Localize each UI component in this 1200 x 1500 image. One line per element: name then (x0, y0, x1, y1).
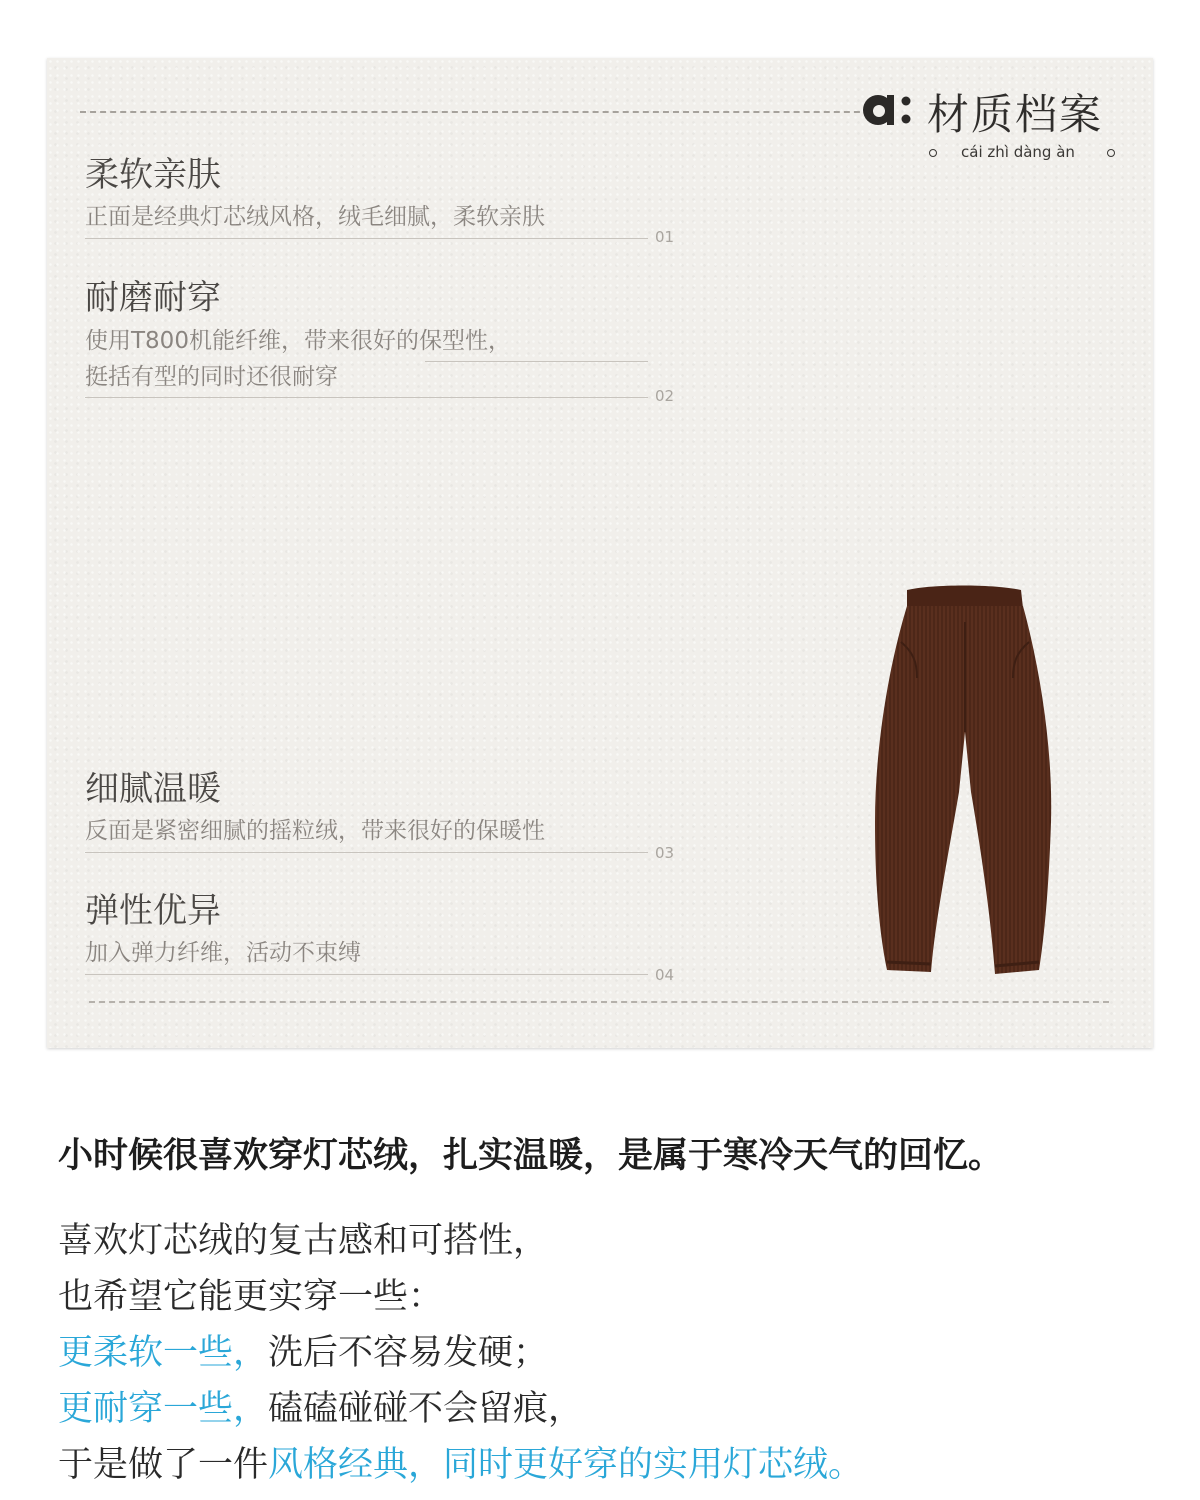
body-text-span: 洗后不容易发硬； (268, 1333, 549, 1373)
brown-corduroy-pants-image (873, 582, 1055, 980)
pinyin-right-dot (1107, 149, 1115, 157)
highlight-text: 风格经典，同时更好穿的实用灯芯绒。 (268, 1445, 864, 1485)
feature-underline (85, 974, 648, 975)
intro-heading: 小时候很喜欢穿灯芯绒，扎实温暖，是属于寒冷天气的回忆。 (58, 1136, 1004, 1176)
body-line (58, 1437, 863, 1493)
feature-title: 弹性优异 (85, 891, 221, 931)
feature-underline-short (425, 361, 648, 362)
feature-durable (85, 277, 685, 405)
brand-title: 材质档案 (927, 90, 1104, 139)
body-line: 喜欢灯芯绒的复古感和可搭性， (58, 1221, 549, 1261)
body-text-span: 于是做了一件 (58, 1445, 269, 1485)
highlight-text: 更柔软一些， (58, 1333, 269, 1373)
body-line (58, 1381, 863, 1437)
feature-underline (85, 238, 648, 239)
body-paragraph (58, 1213, 863, 1493)
bottom-dashed-divider (89, 1001, 1109, 1003)
brand-pinyin (925, 142, 1125, 166)
pinyin-text: cái zhì dàng àn (961, 143, 1075, 161)
feature-soft (85, 154, 685, 246)
feature-title: 柔软亲肤 (85, 155, 221, 195)
feature-number: 02 (655, 387, 675, 405)
feature-desc: 加入弹力纤维，活动不束缚 (85, 940, 361, 966)
highlight-text: 更耐穿一些， (58, 1389, 269, 1429)
material-card (47, 58, 1153, 1048)
feature-number: 03 (655, 844, 675, 862)
feature-number: 04 (655, 966, 675, 984)
feature-number: 01 (655, 228, 675, 246)
feature-desc (85, 323, 685, 395)
body-line (58, 1325, 863, 1381)
feature-title: 耐磨耐穿 (85, 278, 221, 318)
feature-desc: 正面是经典灯芯绒风格，绒毛细腻，柔软亲肤 (85, 204, 545, 230)
feature-elastic (85, 890, 685, 984)
feature-desc-line: 使用T800机能纤维，带来很好的保型性， (85, 328, 511, 354)
body-text-span: 磕磕碰碰不会留痕， (268, 1389, 584, 1429)
feature-warm (85, 768, 685, 862)
feature-desc-line: 挺括有型的同时还很耐穿 (85, 364, 338, 390)
feature-title: 细腻温暖 (85, 769, 221, 809)
feature-desc: 反面是紧密细腻的摇粒绒，带来很好的保暖性 (85, 818, 545, 844)
brand-logo-icon (856, 86, 916, 134)
pinyin-left-dot (929, 149, 937, 157)
feature-underline (85, 852, 648, 853)
body-line: 也希望它能更实穿一些： (58, 1277, 444, 1317)
top-dashed-divider (80, 111, 880, 113)
feature-underline (85, 397, 648, 398)
